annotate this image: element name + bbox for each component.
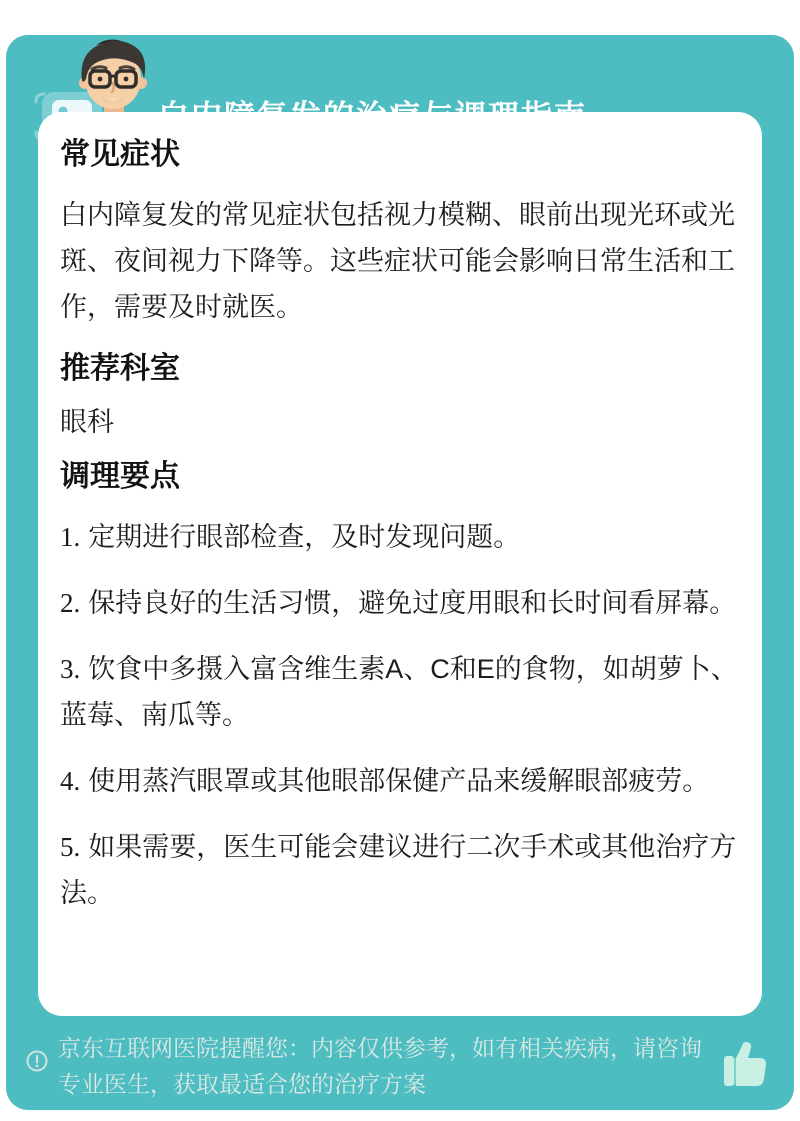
care-item-4 <box>60 758 740 804</box>
department-value: 眼科 <box>60 407 114 437</box>
care-item-2-text: 保持良好的生活习惯，避免过度用眼和长时间看屏幕。 <box>88 588 737 618</box>
header <box>6 35 794 112</box>
thumbs-up-icon[interactable] <box>718 1040 770 1090</box>
footer-notice: 京东互联网医院提醒您：内容仅供参考，如有相关疾病，请咨询专业医生，获取最适合您的治疗方案 <box>58 1035 702 1097</box>
care-item-4-number: 4. <box>60 766 81 796</box>
care-item-1-text: 定期进行眼部检查，及时发现问题。 <box>88 522 521 552</box>
info-icon <box>26 1050 48 1072</box>
care-item-2 <box>60 580 740 626</box>
care-item-1 <box>60 514 740 560</box>
care-item-2-number: 2. <box>60 588 81 618</box>
footer <box>6 1022 794 1110</box>
care-item-5 <box>60 824 740 916</box>
care-item-5-number: 5. <box>60 832 81 862</box>
heading-department: 推荐科室 <box>60 352 180 385</box>
care-item-3-number: 3. <box>60 654 81 684</box>
content-card <box>38 112 762 1016</box>
care-item-4-text: 使用蒸汽眼罩或其他眼部保健产品来缓解眼部疲劳。 <box>88 766 710 796</box>
care-item-5-text: 如果需要，医生可能会建议进行二次手术或其他治疗方法。 <box>60 832 737 908</box>
heading-symptoms: 常见症状 <box>60 138 180 171</box>
care-item-1-number: 1. <box>60 522 81 552</box>
heading-care: 调理要点 <box>60 460 180 493</box>
care-item-3-text: 饮食中多摄入富含维生素A、C和E的食物，如胡萝卜、蓝莓、南瓜等。 <box>60 654 738 730</box>
symptoms-paragraph: 白内障复发的常见症状包括视力模糊、眼前出现光环或光斑、夜间视力下降等。这些症状可能会影响日常生活和工作，需要及时就医。 <box>60 200 735 322</box>
care-item-3 <box>60 646 740 738</box>
